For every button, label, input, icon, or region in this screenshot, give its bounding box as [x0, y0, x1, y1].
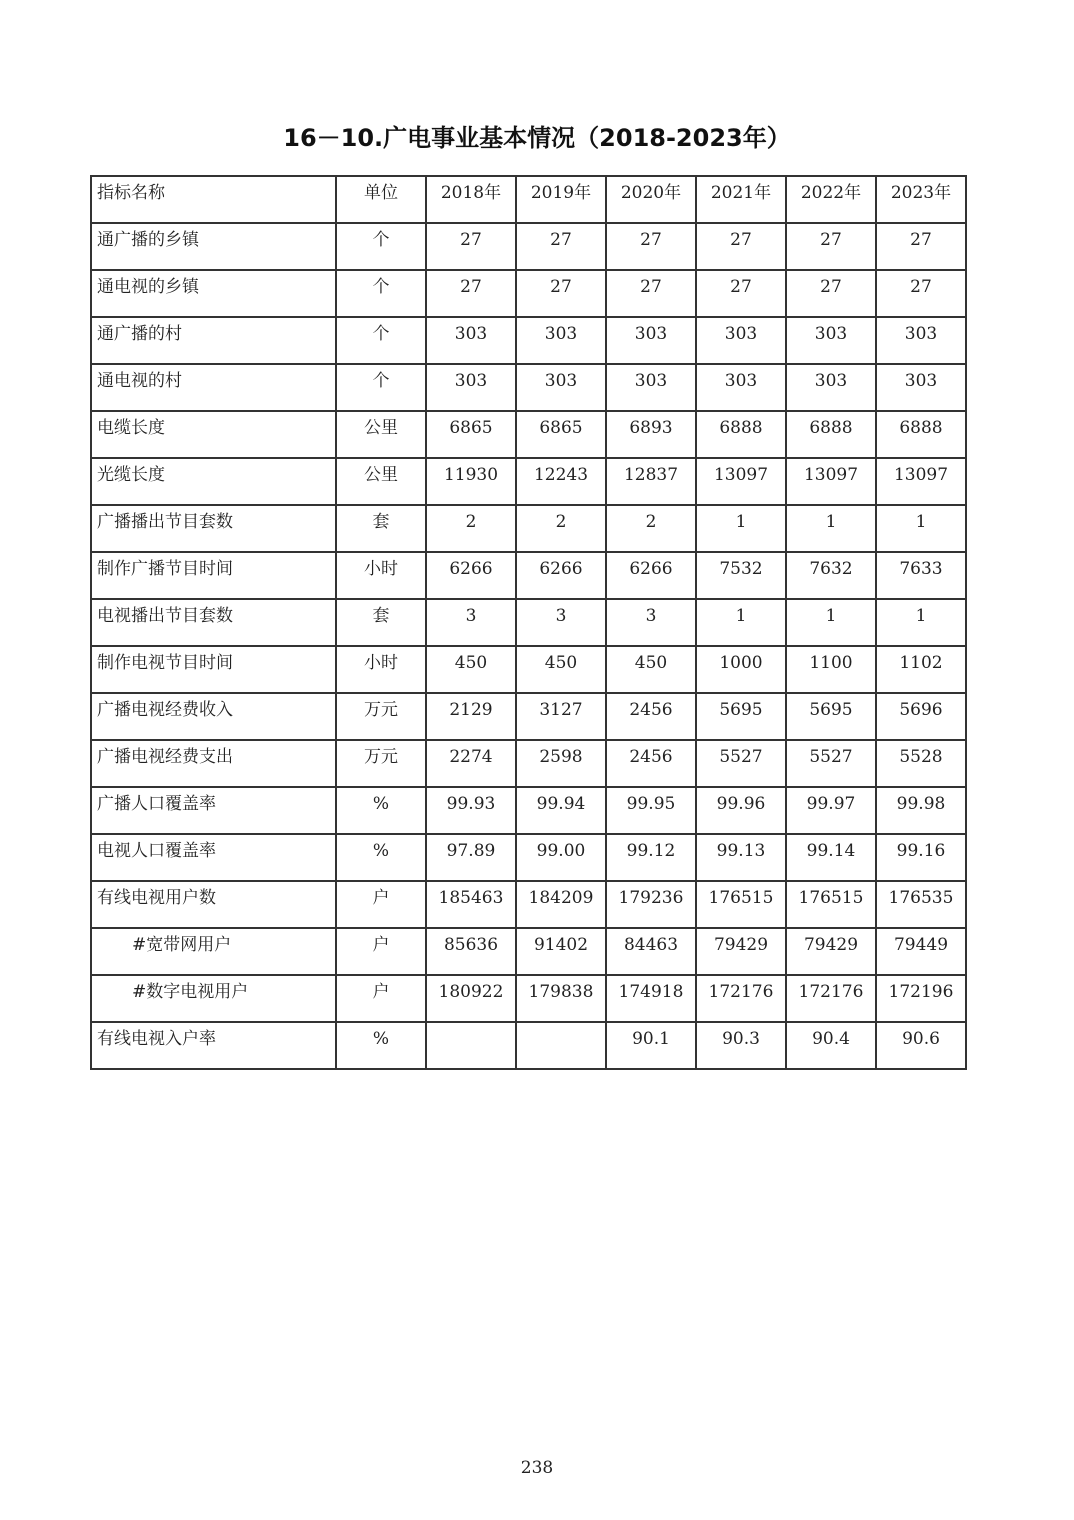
value-cell: 79429: [696, 928, 786, 975]
value-cell: 303: [696, 317, 786, 364]
value-cell: 1: [696, 599, 786, 646]
value-cell: 5527: [786, 740, 876, 787]
value-cell: 7633: [876, 552, 966, 599]
value-cell: 180922: [426, 975, 516, 1022]
value-cell: 5695: [786, 693, 876, 740]
value-cell: 2: [516, 505, 606, 552]
table-row: [91, 1022, 966, 1069]
table-body: [91, 223, 966, 1069]
value-cell: 303: [696, 364, 786, 411]
unit-cell: 个: [336, 317, 426, 364]
value-cell: 99.93: [426, 787, 516, 834]
header-cell-year: 2018年: [426, 176, 516, 223]
value-cell: 1: [696, 505, 786, 552]
value-cell: 1102: [876, 646, 966, 693]
unit-cell: 个: [336, 270, 426, 317]
value-cell: 1000: [696, 646, 786, 693]
value-cell: 176515: [696, 881, 786, 928]
value-cell: 99.98: [876, 787, 966, 834]
value-cell: 12837: [606, 458, 696, 505]
value-cell: 303: [606, 317, 696, 364]
value-cell: 179838: [516, 975, 606, 1022]
table-row: [91, 411, 966, 458]
header-cell-year: 2019年: [516, 176, 606, 223]
value-cell: 27: [876, 270, 966, 317]
value-cell: 1: [786, 599, 876, 646]
page-number: 238: [520, 1458, 554, 1478]
table-row: [91, 834, 966, 881]
table-row: [91, 881, 966, 928]
indicator-name-cell: 电视人口覆盖率: [91, 834, 336, 881]
value-cell: 27: [606, 270, 696, 317]
value-cell: 27: [876, 223, 966, 270]
value-cell: 99.96: [696, 787, 786, 834]
unit-cell: 户: [336, 928, 426, 975]
value-cell: 179236: [606, 881, 696, 928]
value-cell: 184209: [516, 881, 606, 928]
indicator-name-cell: 电视播出节目套数: [91, 599, 336, 646]
indicator-name-cell: #宽带网用户: [91, 928, 336, 975]
value-cell: 2: [426, 505, 516, 552]
unit-cell: 个: [336, 223, 426, 270]
value-cell: 6266: [426, 552, 516, 599]
value-cell: 99.95: [606, 787, 696, 834]
value-cell: 90.4: [786, 1022, 876, 1069]
table-row: [91, 364, 966, 411]
indicator-name-cell: 通广播的乡镇: [91, 223, 336, 270]
value-cell: 185463: [426, 881, 516, 928]
indicator-name-cell: #数字电视用户: [91, 975, 336, 1022]
value-cell: 27: [696, 223, 786, 270]
value-cell: 27: [426, 270, 516, 317]
value-cell: 2598: [516, 740, 606, 787]
header-cell-unit: 单位: [336, 176, 426, 223]
table-row: [91, 975, 966, 1022]
value-cell: 174918: [606, 975, 696, 1022]
value-cell: 303: [426, 364, 516, 411]
unit-cell: 套: [336, 599, 426, 646]
value-cell: 27: [786, 223, 876, 270]
indicator-name-cell: 光缆长度: [91, 458, 336, 505]
header-cell-year: 2023年: [876, 176, 966, 223]
unit-cell: 万元: [336, 693, 426, 740]
value-cell: 79429: [786, 928, 876, 975]
value-cell: 12243: [516, 458, 606, 505]
value-cell: 3: [516, 599, 606, 646]
unit-cell: 小时: [336, 646, 426, 693]
value-cell: 27: [426, 223, 516, 270]
indicator-name-cell: 广播电视经费支出: [91, 740, 336, 787]
indicator-name-cell: 有线电视入户率: [91, 1022, 336, 1069]
table-row: [91, 223, 966, 270]
value-cell: 303: [606, 364, 696, 411]
unit-cell: %: [336, 834, 426, 881]
header-cell-year: 2021年: [696, 176, 786, 223]
value-cell: 303: [786, 364, 876, 411]
value-cell: 450: [426, 646, 516, 693]
value-cell: 2: [606, 505, 696, 552]
table-row: [91, 787, 966, 834]
unit-cell: 户: [336, 975, 426, 1022]
value-cell: 5528: [876, 740, 966, 787]
statistics-table: [90, 175, 967, 1070]
table-row: [91, 740, 966, 787]
value-cell: 99.14: [786, 834, 876, 881]
unit-cell: 公里: [336, 411, 426, 458]
indicator-name-cell: 广播播出节目套数: [91, 505, 336, 552]
value-cell: 1: [876, 505, 966, 552]
value-cell: 172176: [786, 975, 876, 1022]
value-cell: 3127: [516, 693, 606, 740]
indicator-name-cell: 电缆长度: [91, 411, 336, 458]
value-cell: 2129: [426, 693, 516, 740]
page-title: 16－10.广电事业基本情况（2018-2023年）: [283, 124, 791, 152]
indicator-name-cell: 制作广播节目时间: [91, 552, 336, 599]
value-cell: [426, 1022, 516, 1069]
value-cell: 303: [876, 364, 966, 411]
unit-cell: 套: [336, 505, 426, 552]
value-cell: 1: [786, 505, 876, 552]
indicator-name-cell: 通电视的乡镇: [91, 270, 336, 317]
value-cell: 2456: [606, 693, 696, 740]
table-row: [91, 928, 966, 975]
unit-cell: 个: [336, 364, 426, 411]
value-cell: 172176: [696, 975, 786, 1022]
indicator-name-cell: 有线电视用户数: [91, 881, 336, 928]
table-row: [91, 646, 966, 693]
value-cell: 13097: [876, 458, 966, 505]
value-cell: 84463: [606, 928, 696, 975]
value-cell: 99.97: [786, 787, 876, 834]
value-cell: 303: [876, 317, 966, 364]
value-cell: 176535: [876, 881, 966, 928]
indicator-name-cell: 通广播的村: [91, 317, 336, 364]
value-cell: 99.13: [696, 834, 786, 881]
indicator-name-cell: 通电视的村: [91, 364, 336, 411]
value-cell: 1100: [786, 646, 876, 693]
value-cell: 2274: [426, 740, 516, 787]
value-cell: 6266: [606, 552, 696, 599]
value-cell: 99.12: [606, 834, 696, 881]
unit-cell: 户: [336, 881, 426, 928]
value-cell: 13097: [696, 458, 786, 505]
value-cell: 90.1: [606, 1022, 696, 1069]
header-cell-indicator: 指标名称: [91, 176, 336, 223]
value-cell: 7632: [786, 552, 876, 599]
value-cell: 176515: [786, 881, 876, 928]
value-cell: [516, 1022, 606, 1069]
value-cell: 6865: [516, 411, 606, 458]
value-cell: 11930: [426, 458, 516, 505]
value-cell: 97.89: [426, 834, 516, 881]
unit-cell: 万元: [336, 740, 426, 787]
value-cell: 303: [426, 317, 516, 364]
value-cell: 172196: [876, 975, 966, 1022]
value-cell: 303: [516, 317, 606, 364]
value-cell: 450: [606, 646, 696, 693]
table-row: [91, 552, 966, 599]
value-cell: 3: [606, 599, 696, 646]
table-row: [91, 270, 966, 317]
value-cell: 5527: [696, 740, 786, 787]
value-cell: 6893: [606, 411, 696, 458]
indicator-name-cell: 制作电视节目时间: [91, 646, 336, 693]
value-cell: 6888: [786, 411, 876, 458]
table-row: [91, 458, 966, 505]
table-row: [91, 693, 966, 740]
unit-cell: 小时: [336, 552, 426, 599]
value-cell: 91402: [516, 928, 606, 975]
value-cell: 6865: [426, 411, 516, 458]
value-cell: 27: [606, 223, 696, 270]
value-cell: 99.94: [516, 787, 606, 834]
value-cell: 13097: [786, 458, 876, 505]
value-cell: 99.16: [876, 834, 966, 881]
value-cell: 2456: [606, 740, 696, 787]
value-cell: 5696: [876, 693, 966, 740]
value-cell: 1: [876, 599, 966, 646]
unit-cell: 公里: [336, 458, 426, 505]
header-cell-year: 2020年: [606, 176, 696, 223]
value-cell: 6266: [516, 552, 606, 599]
value-cell: 27: [696, 270, 786, 317]
value-cell: 6888: [696, 411, 786, 458]
table-row: [91, 317, 966, 364]
value-cell: 90.3: [696, 1022, 786, 1069]
value-cell: 27: [786, 270, 876, 317]
value-cell: 79449: [876, 928, 966, 975]
value-cell: 7532: [696, 552, 786, 599]
value-cell: 5695: [696, 693, 786, 740]
value-cell: 85636: [426, 928, 516, 975]
value-cell: 90.6: [876, 1022, 966, 1069]
value-cell: 27: [516, 223, 606, 270]
indicator-name-cell: 广播电视经费收入: [91, 693, 336, 740]
value-cell: 27: [516, 270, 606, 317]
value-cell: 303: [786, 317, 876, 364]
value-cell: 99.00: [516, 834, 606, 881]
header-cell-year: 2022年: [786, 176, 876, 223]
unit-cell: %: [336, 1022, 426, 1069]
value-cell: 6888: [876, 411, 966, 458]
table-row: [91, 505, 966, 552]
value-cell: 450: [516, 646, 606, 693]
indicator-name-cell: 广播人口覆盖率: [91, 787, 336, 834]
value-cell: 3: [426, 599, 516, 646]
unit-cell: %: [336, 787, 426, 834]
value-cell: 303: [516, 364, 606, 411]
table-header-row: [91, 176, 966, 223]
table-row: [91, 599, 966, 646]
